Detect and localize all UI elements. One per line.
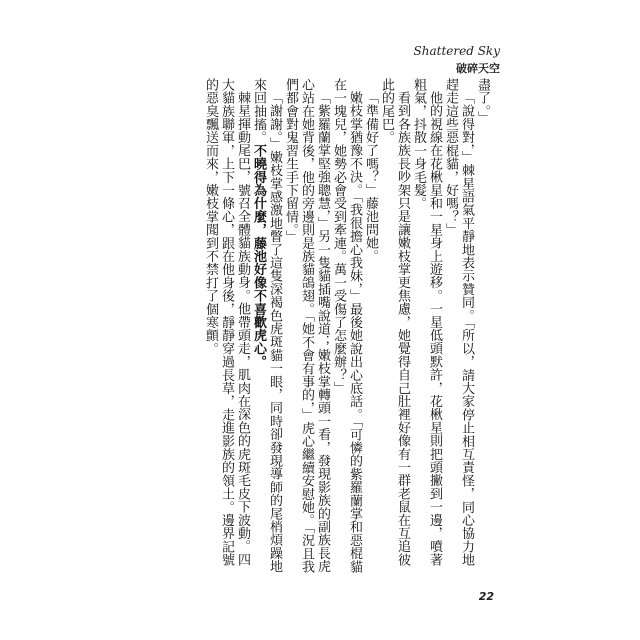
paragraph-text: 他的視線在花楸星和一星身上遊移。一星低頭默許，花楸星則把頭撇到一邊，噴著粗氣，抖散一身毛髮。 <box>411 78 442 567</box>
vertical-body-text <box>150 78 490 578</box>
paragraph-text: 「說得對，」棘星語氣平靜地表示贊同。「所以，請大家停止相互責怪，同心協力地趕走這些惡棍貓，好嗎？」 <box>443 78 474 567</box>
running-header-chinese-title: 破碎天空 <box>456 62 500 75</box>
paragraph-text: 棘星揮動尾巴，號召全體貓族動身。他帶頭走，肌肉在深色的虎斑毛皮下波動。四大貓族聯軍，上下一條心，跟在他身後，靜靜穿過長草，走進影族的領土。邊界記號的惡臭飄送而來，嫩枝掌聞到不禁打了個寒顫。 <box>203 78 250 567</box>
paragraph <box>442 78 474 578</box>
paragraph <box>474 78 490 578</box>
paragraph <box>378 78 410 578</box>
paragraph-bold-text: 不曉得為什麼，藤池好像不喜歡虎心。 <box>251 144 266 369</box>
paragraph-text: 嫩枝掌猶豫不決。「我很擔心我妹，」最後她說出心底話。「可憐的紫羅蘭掌和惡棍貓在一塊兒，她勢必會受到牽連。萬一受傷了怎麼辦？」 <box>331 78 362 574</box>
paragraph <box>362 78 378 578</box>
paragraph-text: 看到各族族長吵架只是讓嫩枝掌更焦慮，她覺得自己肚裡好像有一群老鼠在互追彼此的尾巴。 <box>379 78 410 567</box>
paragraph <box>202 78 250 578</box>
page-number: 22 <box>478 590 494 603</box>
paragraph <box>330 78 362 578</box>
paragraph <box>410 78 442 578</box>
paragraph <box>250 78 282 578</box>
running-header-english-title: Shattered Sky <box>413 44 500 58</box>
paragraph-text: 「謝謝。」嫩枝掌感激地瞥了這隻深褐色虎斑貓一眼，同時卻發現導師的尾梢煩躁地來回抽搐。 <box>251 78 282 573</box>
paragraph-text: 「紫羅蘭掌堅強聰慧，」另一隻貓插嘴說道；嫩枝掌轉頭一看，發現影族的副族長虎心站在她背後，他的旁邊則是族貓鴿翅。「她不會有事的，」虎心繼續安慰她。「況且我們都會對鬼習生手下留情。」 <box>283 78 330 574</box>
paragraph-text: 盡了。」 <box>475 78 490 125</box>
paragraph-text: 「準備好了嗎？」藤池問她。 <box>363 91 378 263</box>
paragraph <box>282 78 330 578</box>
